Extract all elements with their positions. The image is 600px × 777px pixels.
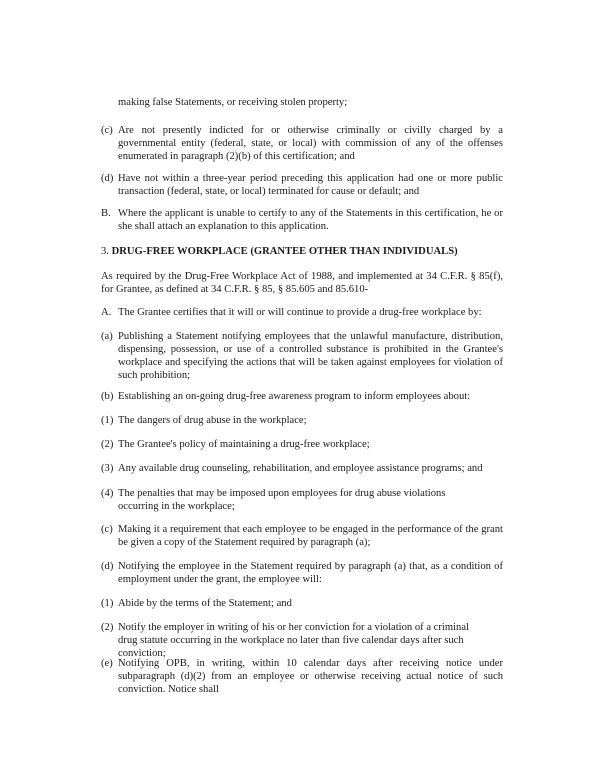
item-1 bbox=[101, 414, 503, 427]
section-title: DRUG-FREE WORKPLACE (GRANTEE OTHER THAN INDIVIDUALS) bbox=[111, 246, 458, 257]
section-heading bbox=[101, 245, 503, 258]
item-label: (a) bbox=[101, 331, 113, 342]
item-text: Notifying OPB, in writing, within 10 calendar days after receiving notice under subparagraph (d)(2) from an employee or otherwise receiving actual notice of such conviction. Notice shall bbox=[118, 658, 503, 695]
item-text: The Grantee certifies that it will or will continue to provide a drug-free workplace by: bbox=[118, 307, 482, 318]
clause-label: (c) bbox=[101, 125, 113, 136]
item-text: The dangers of drug abuse in the workplace; bbox=[118, 415, 307, 426]
item-text: The penalties that may be imposed upon employees for drug abuse violations occurring in the workplace; bbox=[118, 488, 446, 512]
item-a bbox=[101, 330, 503, 382]
item-text: Notify the employer in writing of his or her conviction for a violation of a criminal drug statute occurring in the workplace no later than five calendar days after such conviction; bbox=[118, 622, 469, 659]
item-b bbox=[101, 390, 503, 403]
section-number: 3. bbox=[101, 246, 109, 257]
item-text: The Grantee's policy of maintaining a drug-free workplace; bbox=[118, 439, 370, 450]
continuation-text: making false Statements, or receiving stolen property; bbox=[118, 97, 348, 108]
item-label: (1) bbox=[101, 415, 114, 426]
clause-label: B. bbox=[101, 208, 111, 219]
clause-text: Have not within a three-year period preceding this application had one or more public transaction (federal, state, or local) terminated for cause or default; and bbox=[118, 173, 503, 197]
item-label: A. bbox=[101, 307, 112, 318]
item-e bbox=[101, 657, 503, 696]
item-text: Abide by the terms of the Statement; and bbox=[118, 598, 292, 609]
item-label: (1) bbox=[101, 598, 114, 609]
item-label: (2) bbox=[101, 622, 114, 633]
item-label: (4) bbox=[101, 488, 114, 499]
item-text: Making it a requirement that each employee to be engaged in the performance of the grant be given a copy of the Statement required by paragraph (a); bbox=[118, 524, 503, 548]
item-d1 bbox=[101, 597, 503, 610]
clause-c bbox=[101, 124, 503, 163]
item-label: (3) bbox=[101, 463, 114, 474]
item-d bbox=[101, 560, 503, 586]
item-d2 bbox=[101, 621, 491, 660]
item-text: Notifying the employee in the Statement required by paragraph (a) that, as a condition of employment under the grant, the employee will: bbox=[118, 561, 503, 585]
clause-b bbox=[101, 207, 503, 233]
item-label: (c) bbox=[101, 524, 113, 535]
item-text: Establishing an on-going drug-free awareness program to inform employees about: bbox=[118, 391, 471, 402]
item-label: (2) bbox=[101, 439, 114, 450]
item-2 bbox=[101, 438, 503, 451]
section-intro: As required by the Drug-Free Workplace Act of 1988, and implemented at 34 C.F.R. § 85(f), for Grantee, as defined at 34 C.F.R. § 85, § 85.605 and 85.610- bbox=[101, 271, 503, 295]
item-4 bbox=[101, 487, 486, 513]
item-A bbox=[101, 306, 503, 319]
item-3 bbox=[101, 462, 503, 475]
item-label: (b) bbox=[101, 391, 114, 402]
item-label: (d) bbox=[101, 561, 114, 572]
clause-text: Where the applicant is unable to certify to any of the Statements in this certification, he or she shall attach an explanation to this application. bbox=[118, 208, 503, 232]
item-label: (e) bbox=[101, 658, 113, 669]
clause-d bbox=[101, 172, 503, 198]
item-text: Any available drug counseling, rehabilitation, and employee assistance programs; and bbox=[118, 463, 483, 474]
item-c bbox=[101, 523, 503, 549]
clause-text: Are not presently indicted for or otherwise criminally or civilly charged by a governmental entity (federal, state, or local) with commission of any of the offenses enumerated in paragraph (2)(b) of this certification; and bbox=[118, 125, 503, 162]
item-text: Publishing a Statement notifying employees that the unlawful manufacture, distribution, dispensing, possession, or use of a controlled substance is prohibited in the Grantee's workplace and specifying the actions that will be taken against employees for violation of such prohibition; bbox=[118, 331, 503, 381]
clause-label: (d) bbox=[101, 173, 114, 184]
